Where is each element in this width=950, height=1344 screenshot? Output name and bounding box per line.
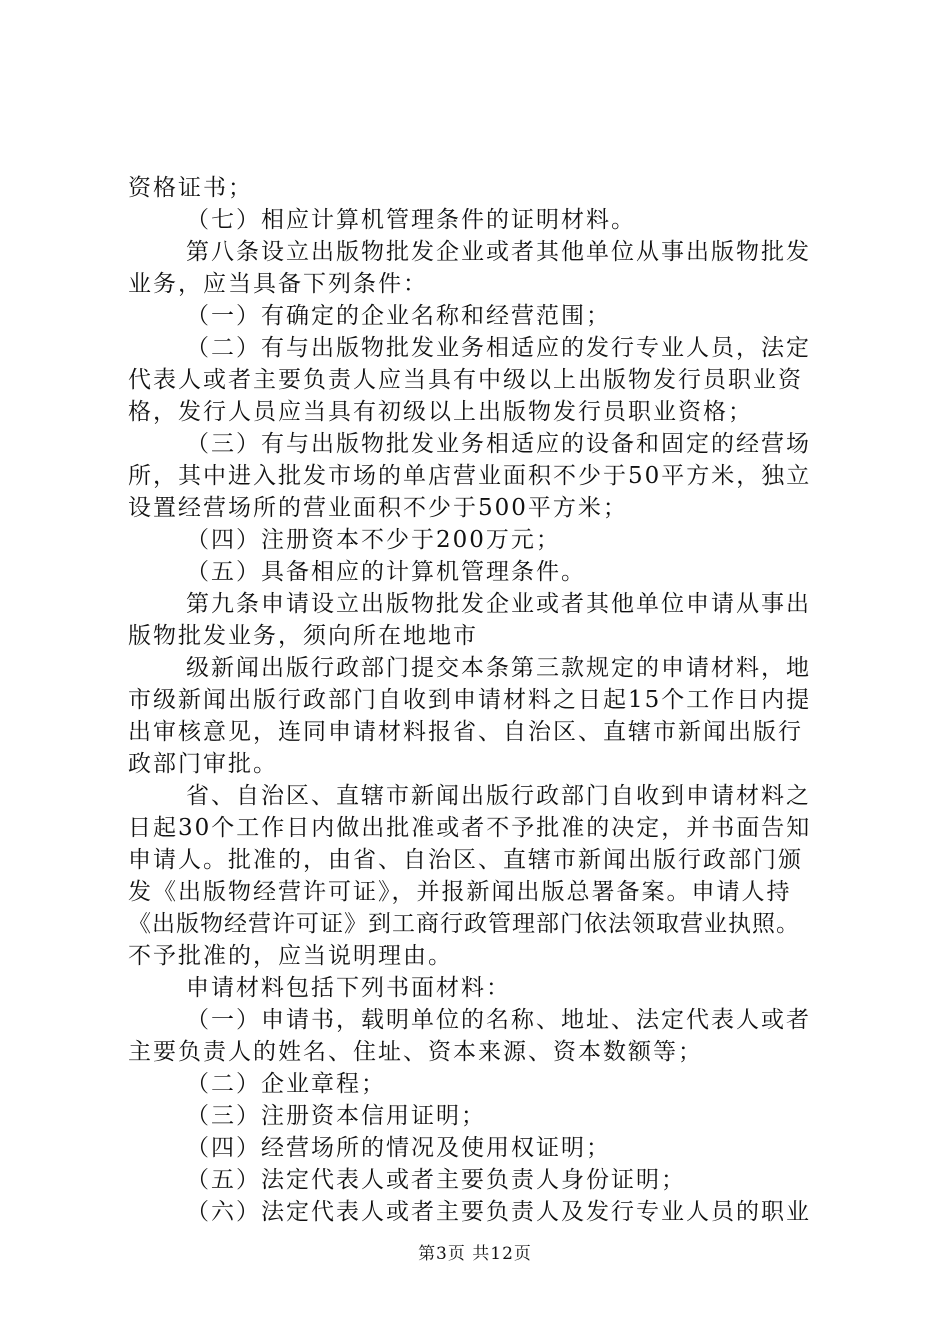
text-line: 所，其中进入批发市场的单店营业面积不少于50平方米，独立 [128, 463, 812, 489]
text-line: （一）有确定的企业名称和经营范围； [186, 303, 611, 329]
text-line: 业务，应当具备下列条件： [128, 271, 428, 297]
text-line: 第八条设立出版物批发企业或者其他单位从事出版物批发 [186, 239, 811, 265]
text-line: 代表人或者主要负责人应当具有中级以上出版物发行员职业资 [128, 367, 803, 393]
text-line: （五）法定代表人或者主要负责人身份证明； [186, 1167, 686, 1193]
text-line: （四）经营场所的情况及使用权证明； [186, 1135, 611, 1161]
text-line: 市级新闻出版行政部门自收到申请材料之日起15个工作日内提 [128, 687, 812, 713]
page-number-label: 第3页 共12页 [418, 1244, 532, 1264]
text-line: （二）有与出版物批发业务相适应的发行专业人员，法定 [186, 335, 811, 361]
text-line: （一）申请书，载明单位的名称、地址、法定代表人或者 [186, 1007, 811, 1033]
text-line: 政部门审批。 [128, 751, 278, 777]
text-line: 版物批发业务，须向所在地地市 [128, 623, 478, 649]
text-line: （三）有与出版物批发业务相适应的设备和固定的经营场 [186, 431, 811, 457]
text-line: 不予批准的，应当说明理由。 [128, 943, 453, 969]
text-line: （五）具备相应的计算机管理条件。 [186, 559, 586, 585]
text-line: 第九条申请设立出版物批发企业或者其他单位申请从事出 [186, 591, 811, 617]
text-line: 主要负责人的姓名、住址、资本来源、资本数额等； [128, 1039, 703, 1065]
text-line: 《出版物经营许可证》到工商行政管理部门依法领取营业执照。 [128, 911, 800, 937]
text-line: （三）注册资本信用证明； [186, 1103, 486, 1129]
text-line: 省、自治区、直辖市新闻出版行政部门自收到申请材料之 [186, 783, 811, 809]
text-line: 日起30个工作日内做出批准或者不予批准的决定，并书面告知 [128, 815, 812, 841]
text-line: （四）注册资本不少于200万元； [186, 527, 561, 553]
page-footer [0, 1242, 950, 1266]
text-line: 资格证书； [128, 175, 253, 201]
text-line: （二）企业章程； [186, 1071, 386, 1097]
text-line: 申请人。批准的，由省、自治区、直辖市新闻出版行政部门颁 [128, 847, 803, 873]
text-line: （六）法定代表人或者主要负责人及发行专业人员的职业 [186, 1199, 811, 1225]
text-line: 发《出版物经营许可证》，并报新闻出版总署备案。申请人持 [128, 879, 792, 905]
text-line: 出审核意见，连同申请材料报省、自治区、直辖市新闻出版行 [128, 719, 803, 745]
text-line: 格，发行人员应当具有初级以上出版物发行员职业资格； [128, 399, 753, 425]
text-line: 级新闻出版行政部门提交本条第三款规定的申请材料，地 [186, 655, 811, 681]
text-line: 设置经营场所的营业面积不少于500平方米； [128, 495, 628, 521]
text-line: （七）相应计算机管理条件的证明材料。 [186, 207, 636, 233]
text-line: 申请材料包括下列书面材料： [186, 975, 511, 1001]
